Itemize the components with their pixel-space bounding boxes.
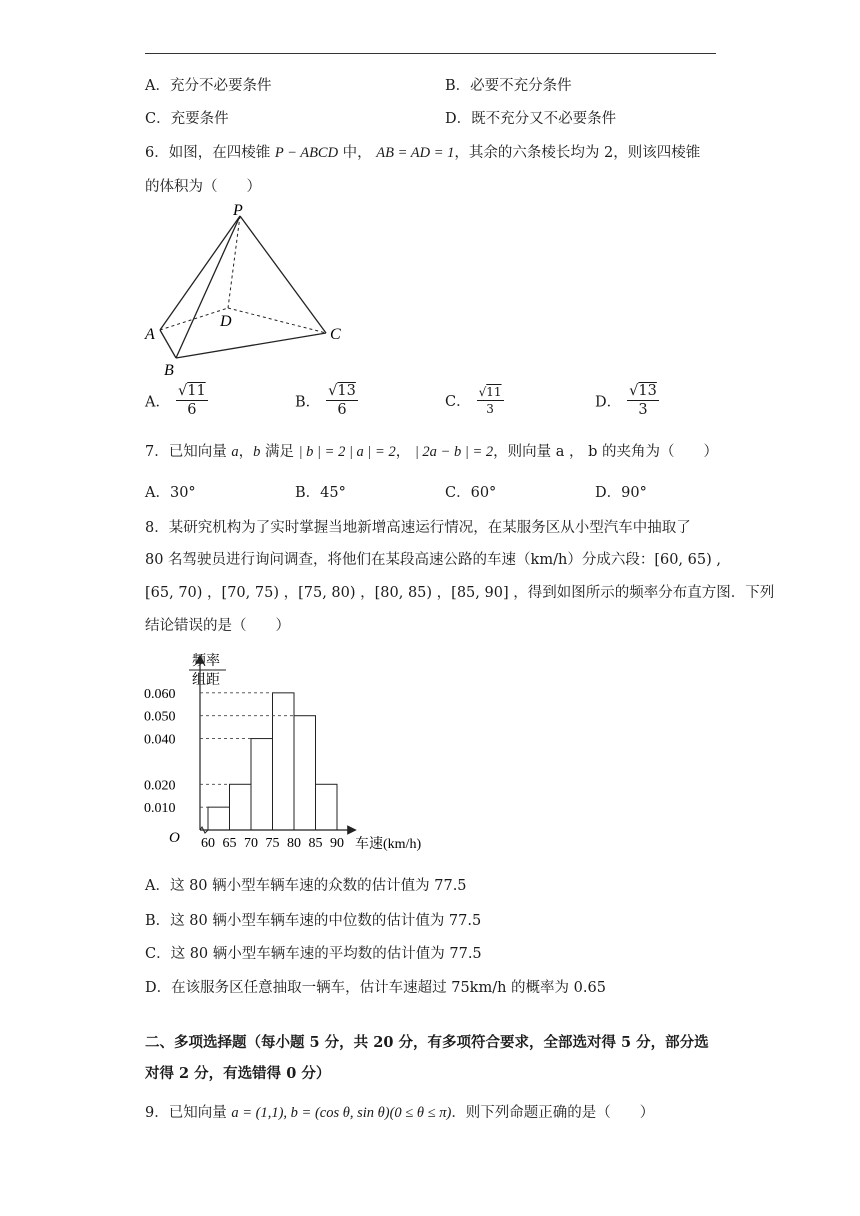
histogram-bar [251,739,273,830]
y-tick-label: 0.060 [144,686,176,702]
label-c: C [330,326,341,343]
q5-option-a: A．充分不必要条件 [145,78,272,94]
q8-option-c: C．这 80 辆小型车辆车速的平均数的估计值为 77.5 [145,946,482,962]
label-b: B [164,362,174,378]
q7-option-d: D．90° [595,485,647,501]
origin-label: O [169,830,180,846]
histogram-bar [208,807,230,830]
q8-line4: 结论错误的是（ ） [145,618,290,634]
histogram-bar [316,784,338,830]
q8-option-a: A．这 80 辆小型车辆车速的众数的估计值为 77.5 [145,878,467,894]
histogram-chart [140,645,440,860]
q6-option-c: C． $\frac{√11}{3}$ [445,385,502,416]
x-tick-label: 65 [222,836,237,851]
y-tick-label: 0.020 [144,778,176,794]
q7-option-b: B．45° [295,485,346,501]
histogram-bar [294,716,316,830]
x-tick-label: 85 [308,836,323,851]
x-tick-label: 75 [265,836,280,851]
histogram-bar [230,784,252,830]
label-a: A [145,326,155,343]
q6-option-b: B． $\frac{√13}{6}$ [295,383,356,419]
pyramid-figure [140,198,360,378]
q9-line: 9．已知向量 a = (1,1), b = (cos θ, sin θ)(0 ≤ θ ≤ π)．则下列命题正确的是（ ） [145,1105,655,1121]
x-tick-label: 80 [287,836,301,851]
label-d: D [220,313,232,330]
x-tick-label: 60 [201,836,215,851]
q7-line: 7．已知向量 a，b 满足 | b | = 2 | a | = 2， | 2a − b | = 2，则向量 a ， b 的夹角为（ ） [145,444,718,460]
q8-line3: [65, 70) ，[70, 75) ，[75, 80) ，[80, 85) ，[85, 90] ，得到如图所示的频率分布直方图．下列 [145,585,775,601]
section2-heading-line2: 对得 2 分，有选错得 0 分） [145,1065,331,1082]
q8-line2: 80 名驾驶员进行询问调查，将他们在某段高速公路的车速（km/h）分成六段：[60, 65) , [145,552,721,568]
ylabel-top: 频率 [192,654,220,669]
y-tick-label: 0.040 [144,732,176,748]
ylabel-bottom: 组距 [192,673,220,688]
histogram-bar [273,693,295,830]
y-tick-label: 0.010 [144,801,176,817]
q6-line1: 6．如图，在四棱锥 P − ABCD 中， AB = AD = 1，其余的六条棱长均为 2，则该四棱锥 [145,145,701,161]
label-p: P [233,202,243,219]
q8-line1: 8．某研究机构为了实时掌握当地新增高速运行情况，在某服务区从小型汽车中抽取了 [145,520,691,536]
q7-option-a: A．30° [145,485,196,501]
q6-option-a: A． $\frac{√11}{6}$ [145,383,206,419]
q6-line2: 的体积为（ ） [145,179,261,195]
q8-option-d: D．在该服务区任意抽取一辆车，估计车速超过 75km/h 的概率为 0.65 [145,980,606,996]
y-tick-label: 0.050 [144,709,176,725]
q5-option-d: D．既不充分又不必要条件 [445,111,617,127]
q8-option-b: B．这 80 辆小型车辆车速的中位数的估计值为 77.5 [145,913,482,929]
section2-heading-line1: 二、多项选择题（每小题 5 分，共 20 分，有多项符合要求，全部选对得 5 分，部分选 [145,1034,709,1051]
x-axis-label: 车速(km/h) [355,837,422,852]
x-tick-label: 70 [244,836,258,851]
q6-option-d: D． $\frac{√13}{3}$ [595,383,657,419]
x-tick-label: 90 [330,836,344,851]
header-rule [145,53,716,54]
q7-option-c: C．60° [445,485,497,501]
q5-option-c: C．充要条件 [145,111,229,127]
q5-option-b: B．必要不充分条件 [445,78,572,94]
